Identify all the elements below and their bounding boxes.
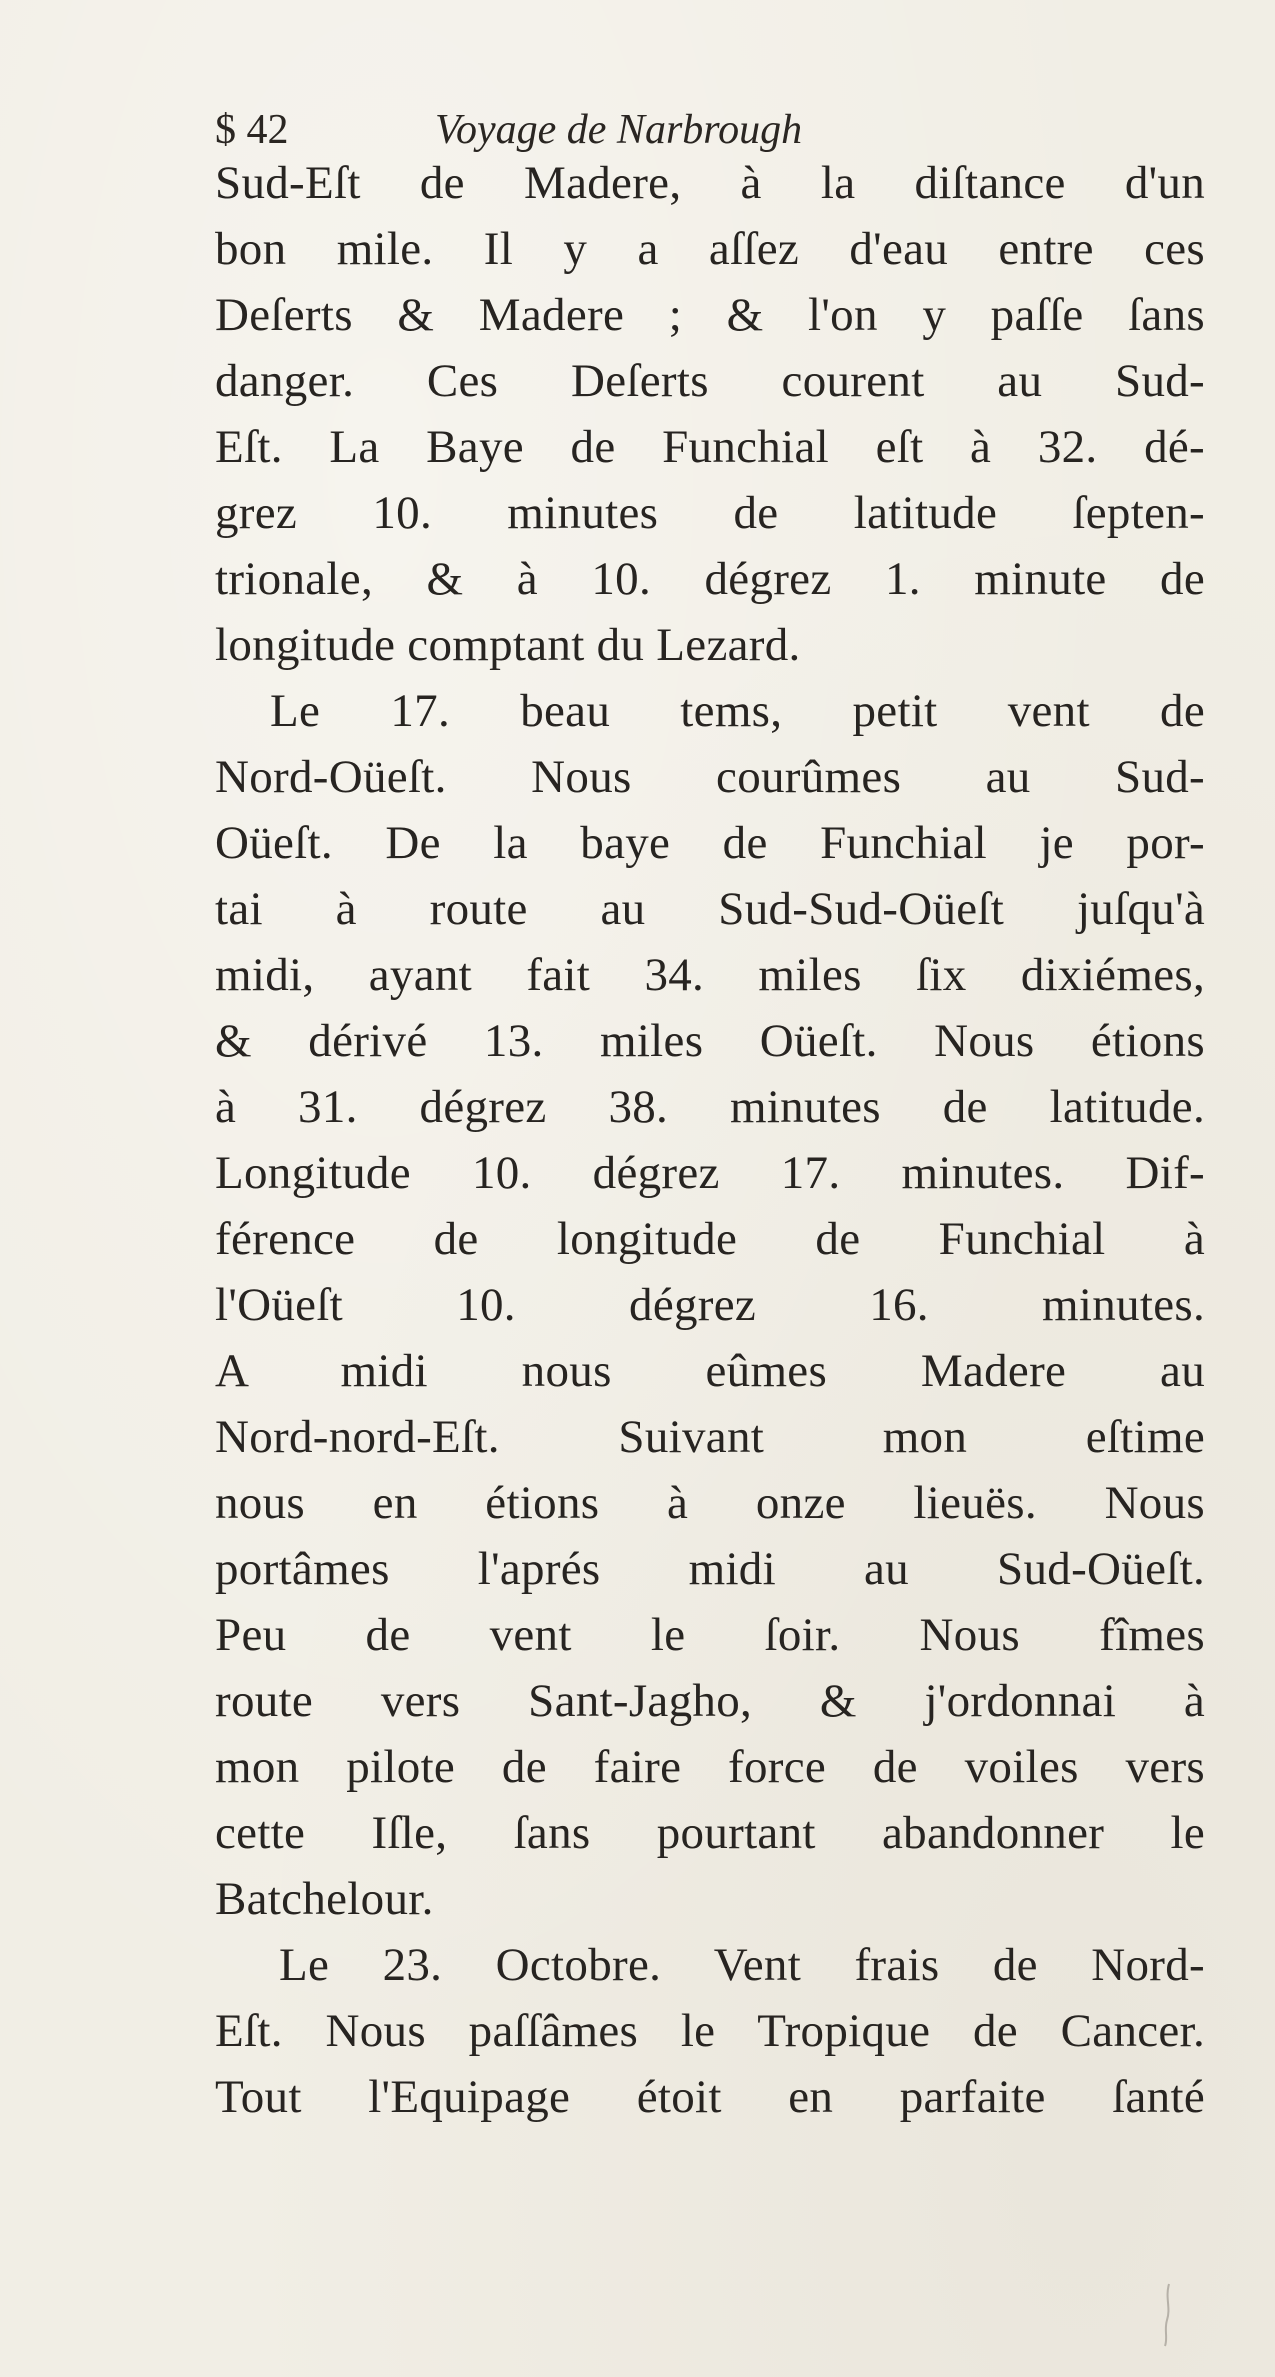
text-line: trionale, & à 10. dégrez 1. minute de xyxy=(215,553,1205,605)
text-line: Deſerts & Madere ; & l'on y paſſe ſans xyxy=(215,289,1205,341)
text-line: A midi nous eûmes Madere au xyxy=(215,1345,1205,1397)
body-text xyxy=(215,150,1205,2130)
text-line: l'Oüeſt 10. dégrez 16. minutes. xyxy=(215,1279,1205,1331)
text-line: Le 23. Octobre. Vent frais de Nord- xyxy=(279,1939,1205,1991)
text-line: Eſt. Nous paſſâmes le Tropique de Cancer. xyxy=(215,2005,1205,2057)
text-line: longitude comptant du Lezard. xyxy=(215,619,801,671)
text-line: cette Iſle, ſans pourtant abandonner le xyxy=(215,1807,1205,1859)
text-line: & dérivé 13. miles Oüeſt. Nous étions xyxy=(215,1015,1205,1067)
text-line: Eſt. La Baye de Funchial eſt à 32. dé- xyxy=(215,421,1205,473)
text-line: Tout l'Equipage étoit en parfaite ſanté xyxy=(215,2071,1205,2123)
text-line: Le 17. beau tems, petit vent de xyxy=(270,685,1205,737)
text-line: mon pilote de faire force de voiles vers xyxy=(215,1741,1205,1793)
text-line: route vers Sant-Jagho, & j'ordonnai à xyxy=(215,1675,1205,1727)
text-line: Oüeſt. De la baye de Funchial je por- xyxy=(215,817,1205,869)
page-number: $ 42 xyxy=(215,107,289,153)
text-line: danger. Ces Deſerts courent au Sud- xyxy=(215,355,1205,407)
text-line: portâmes l'aprés midi au Sud-Oüeſt. xyxy=(215,1543,1205,1595)
text-line: grez 10. minutes de latitude ſepten- xyxy=(215,487,1205,539)
text-line: Longitude 10. dégrez 17. minutes. Dif- xyxy=(215,1147,1205,1199)
running-title: Voyage de Narbrough xyxy=(435,107,803,153)
text-line: Nord-nord-Eſt. Suivant mon eſtime xyxy=(215,1411,1205,1463)
text-line: Sud-Eſt de Madere, à la diſtance d'un xyxy=(215,157,1205,209)
ink-mark-icon xyxy=(1155,2280,1179,2350)
text-line: Peu de vent le ſoir. Nous fîmes xyxy=(215,1609,1205,1661)
text-line: Nord-Oüeſt. Nous courûmes au Sud- xyxy=(215,751,1205,803)
text-line: tai à route au Sud-Sud-Oüeſt juſqu'à xyxy=(215,883,1205,935)
text-line: midi, ayant fait 34. miles ſix dixiémes, xyxy=(215,949,1205,1001)
text-line: à 31. dégrez 38. minutes de latitude. xyxy=(215,1081,1205,1133)
text-line: férence de longitude de Funchial à xyxy=(215,1213,1205,1265)
text-line: Batchelour. xyxy=(215,1873,434,1925)
text-line: nous en étions à onze lieuës. Nous xyxy=(215,1477,1205,1529)
text-line: bon mile. Il y a aſſez d'eau entre ces xyxy=(215,223,1205,275)
